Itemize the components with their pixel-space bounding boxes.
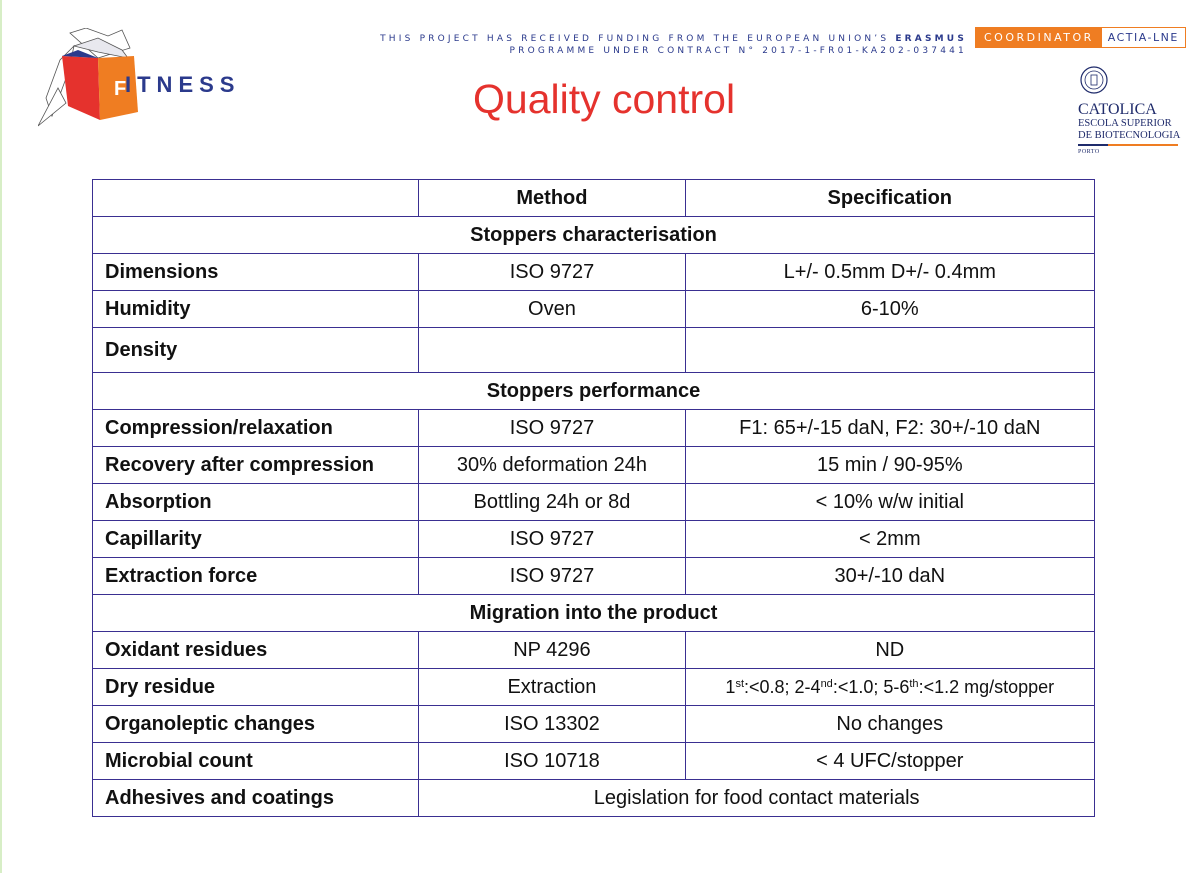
section-title: Stoppers performance xyxy=(93,373,1095,410)
partner-divider xyxy=(1078,144,1178,146)
table-row xyxy=(93,632,1095,669)
partner-sub1: ESCOLA SUPERIOR xyxy=(1078,118,1172,129)
funding-notice xyxy=(380,33,967,57)
section-title: Stoppers characterisation xyxy=(93,217,1095,254)
header-cell-empty xyxy=(93,180,419,217)
spec-superscript: nd xyxy=(820,677,833,690)
row-method: NP 4296 xyxy=(419,632,685,669)
spec-part: :<0.8; 2-4 xyxy=(744,676,821,697)
coordinator-label: COORDINATOR xyxy=(976,28,1102,47)
row-method: Oven xyxy=(419,291,685,328)
row-spec: 15 min / 90-95% xyxy=(685,447,1094,484)
row-method: 30% deformation 24h xyxy=(419,447,685,484)
row-method: ISO 10718 xyxy=(419,743,685,780)
header-cell-method: Method xyxy=(419,180,685,217)
funding-line2: PROGRAMME UNDER CONTRACT N° 2017-1-FR01-KA202-037441 xyxy=(509,46,967,56)
left-edge-line xyxy=(0,0,2,873)
row-name: Dimensions xyxy=(93,254,419,291)
header-cell-specification: Specification xyxy=(685,180,1094,217)
section-title: Migration into the product xyxy=(93,595,1095,632)
row-name: Humidity xyxy=(93,291,419,328)
row-method: Bottling 24h or 8d xyxy=(419,484,685,521)
row-method: ISO 9727 xyxy=(419,254,685,291)
row-name: Microbial count xyxy=(93,743,419,780)
spec-part: :<1.0; 5-6 xyxy=(832,676,910,697)
quality-control-table xyxy=(92,179,1095,817)
funding-line1-bold: ERASMUS xyxy=(895,34,967,44)
row-spec: Legislation for food contact materials xyxy=(419,780,1095,817)
table-row xyxy=(93,410,1095,447)
row-name: Extraction force xyxy=(93,558,419,595)
spec-part: 1 xyxy=(725,676,736,697)
row-method: Extraction xyxy=(419,669,685,706)
row-spec: F1: 65+/-15 daN, F2: 30+/-10 daN xyxy=(685,410,1094,447)
partner-city: PORTO xyxy=(1078,149,1100,155)
logo-wordmark: ITNESS xyxy=(125,72,241,97)
row-spec: 30+/-10 daN xyxy=(685,558,1094,595)
row-spec: < 4 UFC/stopper xyxy=(685,743,1094,780)
partner-logo xyxy=(1078,66,1183,155)
row-name: Dry residue xyxy=(93,669,419,706)
row-spec: < 10% w/w initial xyxy=(685,484,1094,521)
row-spec xyxy=(685,669,1094,706)
section-row xyxy=(93,217,1095,254)
table-row xyxy=(93,484,1095,521)
row-method: ISO 9727 xyxy=(419,558,685,595)
coordinator-name: ACTIA-LNE xyxy=(1102,28,1185,47)
row-spec xyxy=(685,328,1094,373)
table-row xyxy=(93,558,1095,595)
row-name: Oxidant residues xyxy=(93,632,419,669)
section-row xyxy=(93,373,1095,410)
row-method: ISO 13302 xyxy=(419,706,685,743)
row-spec: < 2mm xyxy=(685,521,1094,558)
table-row xyxy=(93,743,1095,780)
row-spec: No changes xyxy=(685,706,1094,743)
spec-part: :<1.2 mg/stopper xyxy=(918,676,1055,697)
partner-sub2: DE BIOTECNOLOGIA xyxy=(1078,130,1181,141)
coordinator-badge xyxy=(975,27,1186,48)
table-row xyxy=(93,521,1095,558)
table-row xyxy=(93,328,1095,373)
row-method: ISO 9727 xyxy=(419,410,685,447)
table-row xyxy=(93,706,1095,743)
seal-icon xyxy=(1080,66,1108,94)
row-spec: ND xyxy=(685,632,1094,669)
table-row xyxy=(93,254,1095,291)
row-name: Absorption xyxy=(93,484,419,521)
table-row xyxy=(93,669,1095,706)
row-name: Organoleptic changes xyxy=(93,706,419,743)
table-row xyxy=(93,447,1095,484)
row-name: Recovery after compression xyxy=(93,447,419,484)
row-name: Adhesives and coatings xyxy=(93,780,419,817)
row-name: Compression/relaxation xyxy=(93,410,419,447)
row-method xyxy=(419,328,685,373)
table-row xyxy=(93,291,1095,328)
logo-letter: F xyxy=(114,78,127,100)
row-spec: L+/- 0.5mm D+/- 0.4mm xyxy=(685,254,1094,291)
section-row xyxy=(93,595,1095,632)
spec-superscript: st xyxy=(735,677,744,690)
table-row xyxy=(93,780,1095,817)
row-spec: 6-10% xyxy=(685,291,1094,328)
row-name: Density xyxy=(93,328,419,373)
partner-name: CATOLICA xyxy=(1078,101,1157,118)
row-name: Capillarity xyxy=(93,521,419,558)
funding-line1-prefix: THIS PROJECT HAS RECEIVED FUNDING FROM THE EUROPEAN UNION’S xyxy=(380,34,896,44)
page-title: Quality control xyxy=(473,76,736,122)
table-header-row xyxy=(93,180,1095,217)
spec-superscript: th xyxy=(909,677,919,690)
row-method: ISO 9727 xyxy=(419,521,685,558)
